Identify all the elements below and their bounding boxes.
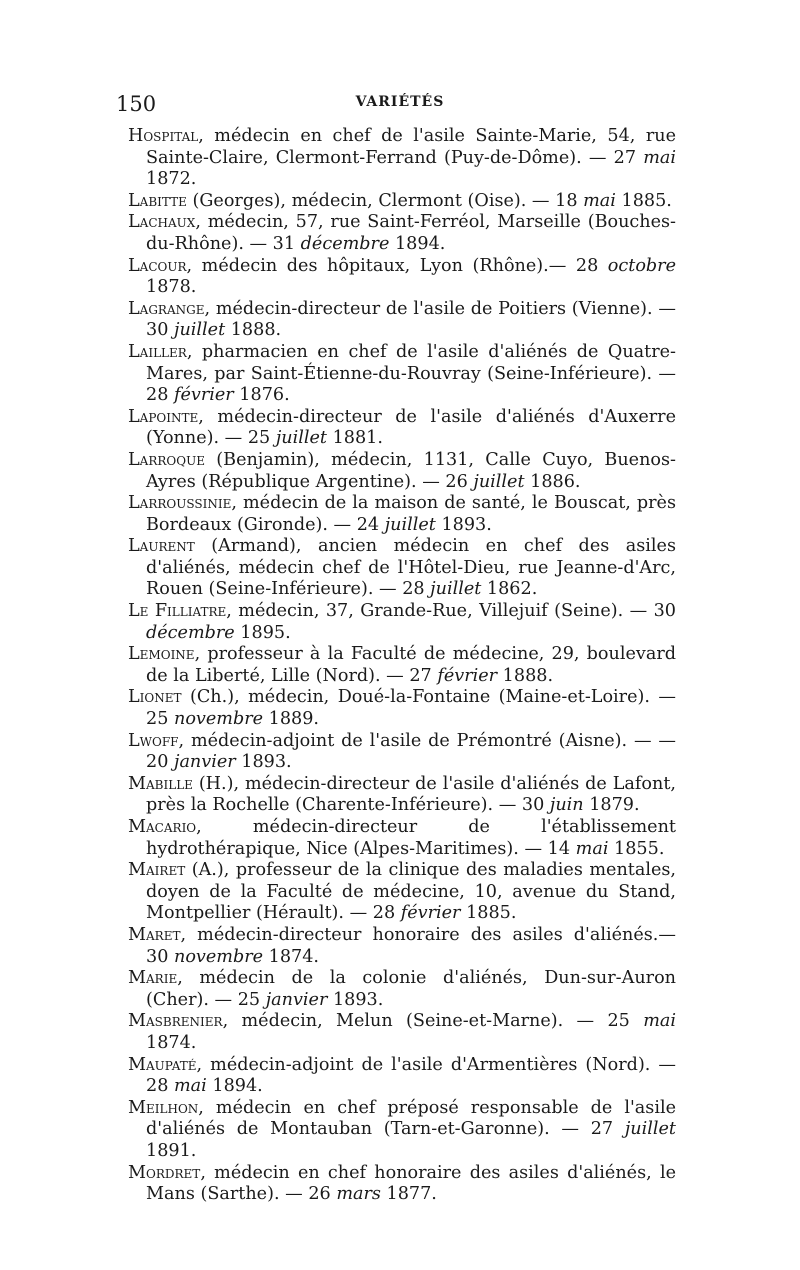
entry-description: , médecin, 57, rue Saint-Ferréol, Marseille (Bouches-du-Rhône). — 31: [146, 212, 676, 254]
entry-year: 1889.: [263, 709, 319, 730]
list-item: [128, 687, 676, 730]
entry-description: , médecin-directeur de l'établissement hydrothérapique, Nice (Alpes-Maritimes). — 14: [146, 817, 676, 859]
entry-surname: Hospital: [128, 126, 199, 146]
list-item: [128, 450, 676, 493]
entry-year: 1879.: [583, 795, 640, 816]
list-item: [128, 860, 676, 925]
entry-month: janvier: [173, 752, 236, 773]
list-item: [128, 731, 676, 774]
running-title: VARIÉTÉS: [355, 94, 445, 110]
entry-surname: Maret: [128, 924, 181, 945]
entry-month: mai: [643, 1011, 676, 1032]
entry-month: mai: [583, 190, 616, 211]
entry-surname: Lapointe: [128, 406, 199, 427]
entry-surname: Marie: [128, 968, 178, 989]
entry-description: (Benjamin), médecin, 1131, Calle Cuyo, Buenos-Ayres (République Argentine). — 26: [146, 449, 676, 492]
entry-year: 1885.: [460, 903, 517, 924]
list-item: [128, 342, 676, 407]
entry-month: décembre: [146, 622, 235, 643]
entry-year: 1888.: [497, 665, 554, 686]
entry-description: , professeur à la Faculté de médecine, 29, boulevard de la Liberté, Lille (Nord). — 27: [146, 644, 676, 686]
entry-month: juin: [549, 795, 584, 816]
entry-description: (Ch.), médecin, Doué-la-Fontaine (Maine-et-Loire). — 25: [146, 687, 676, 730]
entry-month: mai: [643, 147, 676, 168]
entry-description: (Georges), médecin, Clermont (Oise). — 18: [186, 190, 584, 211]
list-item: [128, 299, 676, 342]
entry-month: février: [173, 385, 234, 406]
entry-surname: Lemoine: [128, 644, 195, 665]
entry-year: 1893.: [235, 752, 292, 773]
list-item: [128, 191, 676, 213]
member-list: [128, 126, 676, 1206]
entry-description: , médecin-directeur de l'asile d'aliénés d'Auxerre (Yonne). — 25: [146, 406, 676, 449]
entry-month: mars: [336, 1184, 381, 1205]
entry-surname: Lwoff: [128, 730, 179, 751]
entry-year: 1893.: [327, 989, 384, 1010]
entry-year: 1855.: [608, 838, 665, 859]
entry-month: juillet: [624, 1119, 676, 1140]
entry-description: , médecin en chef préposé responsable de l'asile d'aliénés de Montauban (Tarn-et-Garonne). — 27: [146, 1097, 676, 1140]
entry-year: 1888.: [225, 320, 282, 341]
list-item: [128, 212, 676, 255]
entry-year: 1895.: [234, 622, 291, 643]
entry-description: , médecin-adjoint de l'asile de Prémontré (Aisne). — — 20: [146, 730, 676, 773]
entry-month: novembre: [173, 946, 264, 967]
entry-month: mai: [575, 838, 609, 859]
entry-month: octobre: [607, 255, 676, 276]
entry-surname: Mairet: [128, 860, 186, 881]
entry-description: , médecin de la maison de santé, le Bouscat, près Bordeaux (Gironde). — 24: [146, 493, 676, 535]
entry-description: (H.), médecin-directeur de l'asile d'aliénés de Lafont, près la Rochelle (Charente-Inférieure). — 30: [146, 773, 676, 816]
entry-description: , médecin, 37, Grande-Rue, Villejuif (Seine). — 30: [226, 601, 676, 622]
entry-surname: Lagrange: [128, 298, 205, 319]
entry-description: , médecin de la colonie d'aliénés, Dun-sur-Auron (Cher). — 25: [146, 968, 676, 1010]
entry-month: juillet: [430, 579, 482, 600]
list-item: [128, 644, 676, 687]
list-item: [128, 1098, 676, 1163]
entry-surname: Larroussinie: [128, 493, 232, 514]
entry-description: , médecin-directeur honoraire des asiles d'aliénés.— 30: [146, 924, 676, 967]
entry-month: novembre: [173, 709, 264, 730]
entry-description: (A.), professeur de la clinique des maladies mentales, doyen de la Faculté de médecine, 10, avenue du Stand, Montpellier (Hérault). — 28: [146, 860, 676, 924]
list-item: [128, 1163, 676, 1206]
entry-year: 1891.: [146, 1140, 197, 1161]
entry-month: janvier: [265, 989, 328, 1010]
entry-surname: Labitte: [128, 190, 187, 211]
entry-description: , médecin en chef de l'asile Sainte-Marie, 54, rue Sainte-Claire, Clermont-Ferrand (Puy-de-Dôme). — 27: [146, 126, 676, 168]
entry-surname: Masbrenier: [128, 1011, 223, 1032]
page-number: 150: [116, 92, 157, 116]
entry-year: 1894.: [389, 233, 446, 254]
list-item: [128, 968, 676, 1011]
entry-surname: Larroque: [128, 449, 205, 470]
list-item: [128, 925, 676, 968]
entry-month: juillet: [384, 514, 436, 535]
entry-year: 1881.: [327, 428, 383, 449]
entry-year: 1878.: [146, 277, 197, 298]
entry-surname: Lacour: [128, 255, 187, 276]
entry-surname: Laurent: [128, 536, 195, 557]
entry-surname: Lionet: [128, 687, 182, 708]
list-item: [128, 601, 676, 644]
entry-month: juillet: [473, 471, 525, 492]
entry-description: , médecin des hôpitaux, Lyon (Rhône).— 28: [186, 255, 608, 276]
list-item: [128, 817, 676, 860]
entry-month: février: [437, 665, 498, 686]
entry-month: février: [400, 903, 461, 924]
entry-surname: Lailler: [128, 341, 187, 362]
entry-description: (Armand), ancien médecin en chef des asiles d'aliénés, médecin chef de l'Hôtel-Dieu, rue Jeanne-d'Arc, Rouen (Seine-Inférieure). — 28: [146, 536, 676, 600]
list-item: [128, 126, 676, 191]
entry-year: 1886.: [524, 471, 581, 492]
list-item: [128, 407, 676, 450]
entry-surname: Meilhon: [128, 1097, 199, 1118]
entry-surname: Maupaté: [128, 1054, 197, 1075]
list-item: [128, 493, 676, 536]
entry-month: mai: [173, 1076, 207, 1097]
entry-description: , médecin, Melun (Seine-et-Marne). — 25: [222, 1011, 644, 1032]
entry-surname: Macario: [128, 817, 197, 837]
entry-month: décembre: [300, 233, 390, 254]
list-item: [128, 536, 676, 601]
entry-year: 1874.: [146, 1032, 197, 1053]
entry-surname: Le Filliatre: [128, 601, 227, 622]
list-item: [128, 774, 676, 817]
entry-month: juillet: [173, 320, 226, 341]
entry-year: 1877.: [380, 1184, 437, 1205]
list-item: [128, 1011, 676, 1054]
entry-year: 1862.: [481, 579, 538, 600]
entry-description: , médecin-directeur de l'asile de Poitiers (Vienne). — 30: [146, 298, 676, 341]
entry-description: , pharmacien en chef de l'asile d'aliénés de Quatre-Mares, par Saint-Étienne-du-Rouvray (Seine-Inférieure). — 28: [146, 341, 676, 406]
entry-surname: Mordret: [128, 1162, 201, 1183]
entry-description: , médecin-adjoint de l'asile d'Armentières (Nord). — 28: [146, 1054, 676, 1097]
entry-surname: Mabille: [128, 773, 193, 794]
entry-year: 1893.: [435, 514, 492, 535]
entry-surname: Lachaux: [128, 212, 196, 233]
list-item: [128, 1055, 676, 1098]
entry-year: 1876.: [233, 385, 290, 406]
entry-month: juillet: [275, 428, 327, 449]
entry-year: 1885.: [615, 190, 672, 211]
entry-description: , médecin en chef honoraire des asiles d'aliénés, le Mans (Sarthe). — 26: [146, 1162, 676, 1205]
list-item: [128, 256, 676, 299]
entry-year: 1872.: [146, 169, 197, 190]
entry-year: 1874.: [263, 946, 319, 967]
entry-year: 1894.: [206, 1076, 263, 1097]
